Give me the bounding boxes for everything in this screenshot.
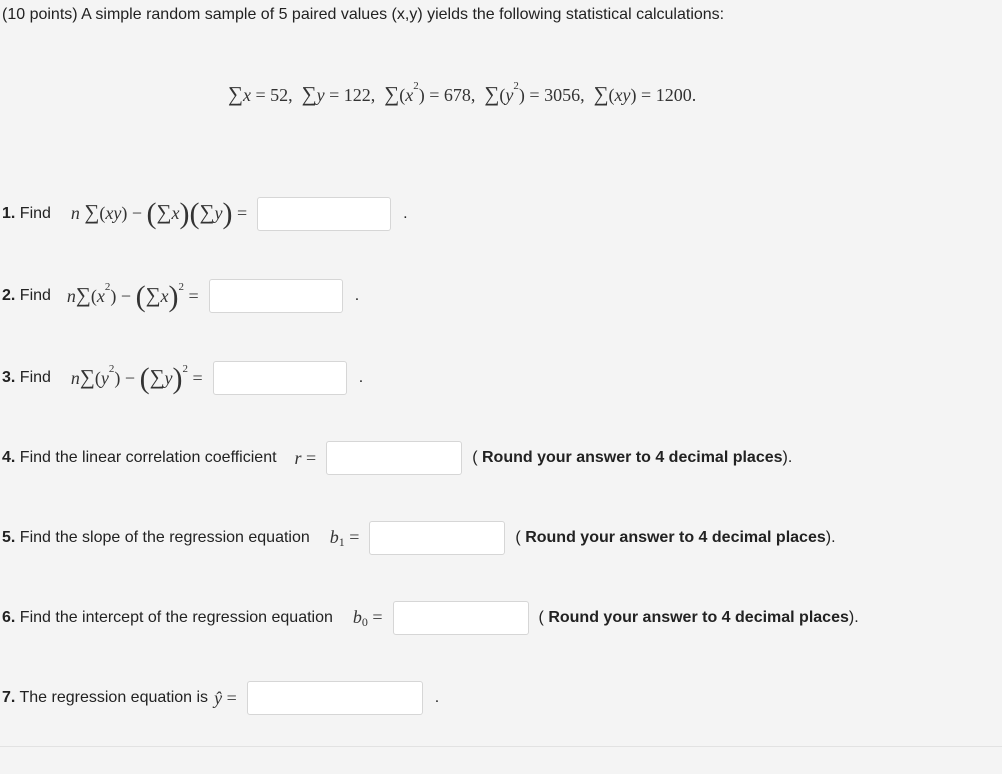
question-4 [2, 441, 792, 475]
round-note: ( Round your answer to 4 decimal places). [472, 449, 793, 466]
given-sums: ∑x = 52, ∑y = 122, $\sum(x^2) = 678$, $\sum(y^2) = 3056$, ∑(xy) = 1200. [228, 80, 697, 106]
question-3: 3. Find $n\sum(y^2) - (\sum y)^2$ = . [2, 361, 364, 395]
footer-divider [0, 746, 1002, 747]
sum-y-value: 122 [343, 85, 371, 105]
question-7-label: 7. The regression equation is [2, 689, 209, 706]
question-5-symbol: b1 = [329, 526, 360, 549]
question-6-answer-input[interactable] [393, 601, 529, 635]
question-6 [2, 601, 859, 635]
question-3-label: 3. Find [2, 369, 51, 386]
question-2-expression: $n\sum(x^2) - (\sum x)^2$ = [66, 279, 199, 313]
question-1: 1. Find n ∑(xy) − (∑x)(∑y) = . [2, 197, 408, 230]
question-6-label: 6. Find the intercept of the regression equation [2, 609, 333, 626]
question-5-label: 5. Find the slope of the regression equation [2, 529, 310, 546]
sum-x-value: 52 [270, 85, 289, 105]
sum-xy-value: 1200 [655, 85, 692, 105]
question-5 [2, 521, 836, 555]
question-4-symbol: r = [294, 447, 317, 468]
question-3-expression: $n\sum(y^2) - (\sum y)^2$ = [70, 361, 203, 395]
question-7-answer-input[interactable] [247, 681, 423, 715]
question-5-answer-input[interactable] [369, 521, 505, 555]
question-2-label: 2. Find [2, 287, 51, 304]
round-note: ( Round your answer to 4 decimal places). [515, 529, 836, 546]
question-7-symbol: ŷ = [214, 687, 237, 708]
question-1-expression: n ∑(xy) − (∑x)(∑y) = [70, 197, 248, 230]
sum-y2-value: 3056 [544, 85, 581, 105]
question-6-symbol: b0 = [352, 606, 383, 629]
question-4-answer-input[interactable] [326, 441, 462, 475]
sum-x2-value: 678 [443, 85, 471, 105]
question-1-label: 1. Find [2, 205, 51, 222]
question-3-answer-input[interactable] [213, 361, 347, 395]
question-7: 7. The regression equation is ŷ = . [2, 681, 439, 715]
question-4-label: 4. Find the linear correlation coefficient [2, 449, 277, 466]
question-1-answer-input[interactable] [257, 197, 391, 231]
question-2: 2. Find $n\sum(x^2) - (\sum x)^2$ = . [2, 279, 360, 313]
question-2-answer-input[interactable] [209, 279, 343, 313]
round-note: ( Round your answer to 4 decimal places). [538, 609, 859, 626]
problem-intro: (10 points) A simple random sample of 5 paired values (x,y) yields the following statistical calculations: [2, 6, 725, 23]
